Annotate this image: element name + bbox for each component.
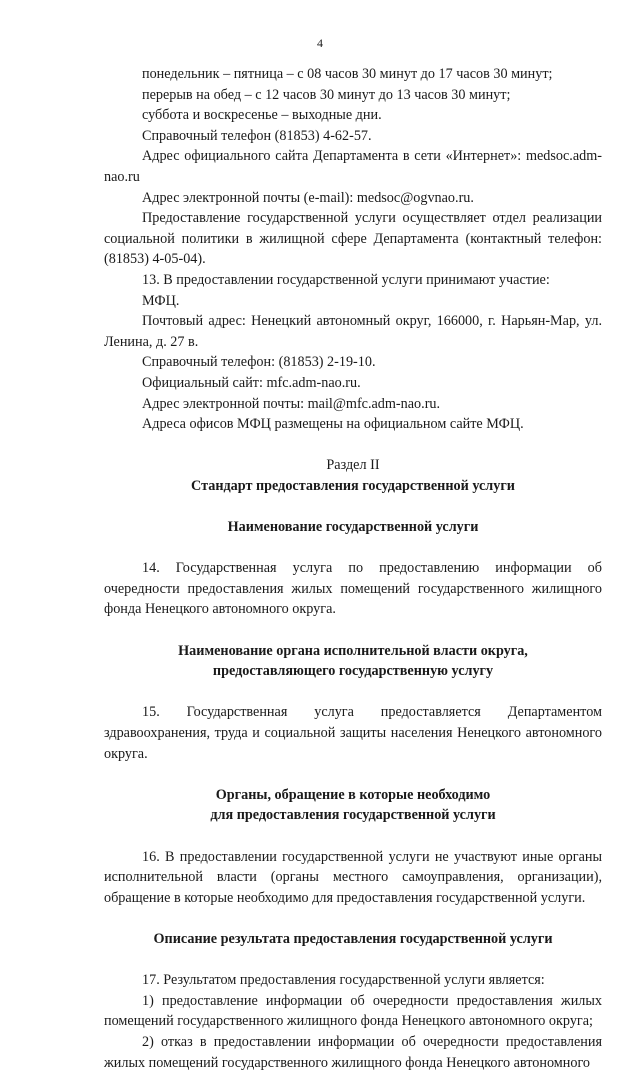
dept-service-unit: Предоставление государственной услуги осуществляет отдел реализации социальной политики в жилищной сфере Департамента (контактный телефон: (81853) 4-05-04). [104, 210, 602, 268]
item-13-mfc: МФЦ. [142, 292, 180, 309]
section-label: Раздел II [326, 457, 380, 474]
item-13-site: Официальный сайт: mfc.adm-nao.ru. [142, 374, 361, 391]
schedule-lunch: перерыв на обед – с 12 часов 30 минут до 13 часов 30 минут; [142, 86, 511, 103]
item-17-point-2: 2) отказ в предоставлении информации об очередности предоставления жилых помещений государственного жилищного фонда Ненецкого автономного [104, 1033, 602, 1071]
heading-organs-line2: для предоставления государственной услуги [210, 807, 496, 824]
item-17-title: 17. Результатом предоставления государственной услуги является: [142, 972, 545, 989]
document-body [104, 64, 602, 1073]
schedule-weekend: суббота и воскресенье – выходные дни. [142, 107, 382, 124]
item-13-offices: Адреса офисов МФЦ размещены на официальном сайте МФЦ. [142, 416, 524, 433]
item-16: 16. В предоставлении государственной услуги не участвуют иные органы исполнительной власти (органы местного самоуправления, организации), обращение в которые необходимо для предоставления государственной услуги. [104, 848, 602, 906]
dept-website: Адрес официального сайта Департамента в сети «Интернет»: medsoc.adm-nao.ru [104, 148, 602, 185]
item-13-address: Почтовый адрес: Ненецкий автономный округ, 166000, г. Нарьян-Мар, ул. Ленина, д. 27 в. [104, 313, 602, 350]
schedule-weekdays: понедельник – пятница – с 08 часов 30 минут до 17 часов 30 минут; [142, 66, 553, 82]
heading-organ-line1: Наименование органа исполнительной власти округа, [178, 642, 528, 659]
heading-organs-line1: Органы, обращение в которые необходимо [215, 786, 491, 803]
item-17-point-1: 1) предоставление информации об очередности предоставления жилых помещений государственного жилищного фонда Ненецкого автономного округа; [104, 992, 602, 1030]
section-title: Стандарт предоставления государственной услуги [191, 477, 515, 494]
item-13-email: Адрес электронной почты: mail@mfc.adm-nao.ru. [142, 395, 441, 412]
item-13-title: 13. В предоставлении государственной услуги принимают участие: [142, 271, 550, 288]
heading-service-name: Наименование государственной услуги [227, 519, 479, 536]
item-14: 14. Государственная услуга по предоставлению информации об очередности предоставления жилых помещений государственного жилищного фонда Ненецкого автономного округа. [104, 560, 602, 618]
dept-phone: Справочный телефон (81853) 4-62-57. [142, 127, 372, 144]
heading-organ-line2: предоставляющего государственную услугу [212, 663, 494, 680]
item-13-phone: Справочный телефон: (81853) 2-19-10. [142, 354, 376, 371]
heading-result: Описание результата предоставления государственной услуги [153, 930, 553, 947]
page-number: 4 [317, 36, 323, 50]
dept-email: Адрес электронной почты (e-mail): medsoc@ogvnao.ru. [142, 189, 474, 206]
item-15: 15. Государственная услуга предоставляется Департаментом здравоохранения, труда и социальной защиты населения Ненецкого автономного округа. [104, 704, 602, 762]
